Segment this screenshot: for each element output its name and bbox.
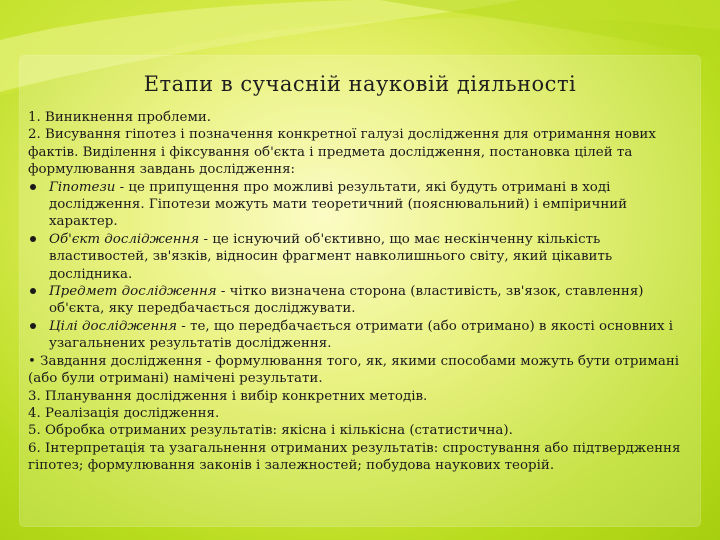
def-hypotheses: - це припущення про можливі результати, які будуть отримані в ході дослідження. Гіпотези можуть мати теоретичний (пояснювальний) і емпіричний характер. xyxy=(49,179,628,230)
term-goals: Цілі дослідження xyxy=(49,318,178,334)
bullet-icon xyxy=(30,323,36,329)
term-hypotheses: Гіпотези xyxy=(49,179,116,195)
research-tasks: • Завдання дослідження - формулювання того, як, якими способами можуть бути отримані (або були отримані) намічені результати. xyxy=(28,353,680,387)
stage-5: 5. Обробка отриманих результатів: якісна і кількісна (статистична). xyxy=(28,423,513,439)
slide-body xyxy=(28,109,696,475)
bullet-icon xyxy=(30,288,36,294)
bullet-hypotheses xyxy=(28,179,696,231)
bullet-icon xyxy=(30,236,36,242)
term-object: Об'єкт дослідження xyxy=(49,231,200,247)
bullet-icon xyxy=(30,184,36,190)
slide-title: Етапи в сучасній науковій діяльності xyxy=(143,72,577,96)
bullet-subject xyxy=(28,283,696,318)
bullet-object xyxy=(28,231,696,283)
def-object: - це існуючий об'єктивно, що має нескінченну кількість властивостей, зв'язків, відносин фрагмент навколишнього світу, який цікавить дослідника. xyxy=(49,231,613,282)
stage-6: 6. Інтерпретація та узагальнення отриманих результатів: спростування або підтвердження гіпотез; формулювання законів і залежностей; побудова наукових теорій. xyxy=(28,440,681,474)
stage-2: 2. Висування гіпотез і позначення конкретної галузі дослідження для отримання нових фактів. Виділення і фіксування об'єкта і предмета дослідження, постановка цілей та формулювання завдань дослідження: xyxy=(28,127,656,178)
def-goals: - те, що передбачається отримати (або отримано) в якості основних і узагальнених результатів дослідження. xyxy=(49,318,674,352)
bullet-goals xyxy=(28,318,696,353)
stage-3: 3. Планування дослідження і вибір конкретних методів. xyxy=(28,388,428,404)
term-subject: Предмет дослідження xyxy=(49,284,217,300)
def-subject: - чітко визначена сторона (властивість, зв'язок, ставлення) об'єкта, яку передбачається досліджувати. xyxy=(49,284,644,317)
stage-1: 1. Виникнення проблеми. xyxy=(28,110,212,125)
stage-4: 4. Реалізація дослідження. xyxy=(28,405,220,421)
